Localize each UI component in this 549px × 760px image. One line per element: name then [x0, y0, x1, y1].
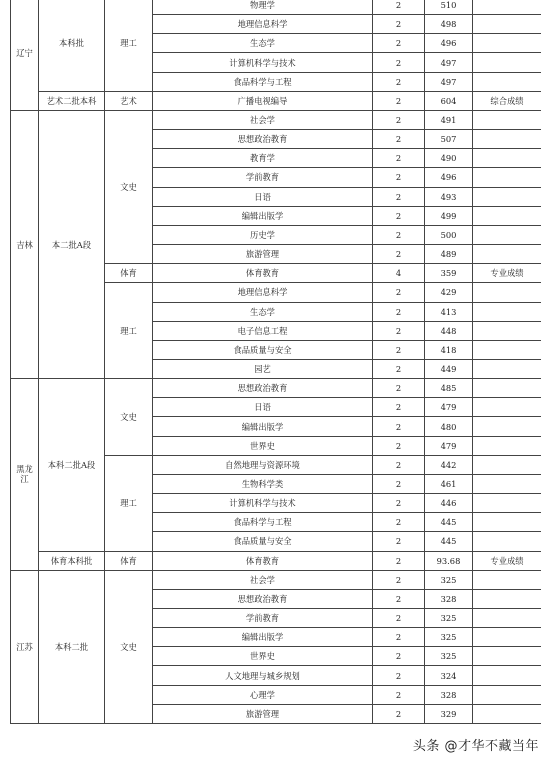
score-cell: 489	[425, 245, 473, 264]
years-cell: 2	[373, 628, 425, 647]
category-cell: 体育	[105, 551, 153, 570]
years-cell: 4	[373, 264, 425, 283]
major-cell: 食品质量与安全	[153, 532, 373, 551]
note-cell	[473, 187, 542, 206]
major-cell: 历史学	[153, 225, 373, 244]
score-cell: 324	[425, 666, 473, 685]
years-cell: 2	[373, 417, 425, 436]
note-cell	[473, 666, 542, 685]
note-cell	[473, 532, 542, 551]
table-row	[11, 91, 542, 110]
note-cell	[473, 436, 542, 455]
note-cell	[473, 609, 542, 628]
score-cell: 497	[425, 72, 473, 91]
note-cell	[473, 513, 542, 532]
note-cell	[473, 704, 542, 723]
note-cell	[473, 302, 542, 321]
years-cell: 2	[373, 398, 425, 417]
years-cell: 2	[373, 321, 425, 340]
major-cell: 地理信息科学	[153, 283, 373, 302]
years-cell: 2	[373, 110, 425, 129]
score-cell: 418	[425, 340, 473, 359]
category-cell: 理工	[105, 283, 153, 379]
note-cell	[473, 494, 542, 513]
note-cell	[473, 130, 542, 149]
major-cell: 学前教育	[153, 168, 373, 187]
years-cell: 2	[373, 130, 425, 149]
major-cell: 编辑出版学	[153, 628, 373, 647]
years-cell: 2	[373, 685, 425, 704]
score-cell: 429	[425, 283, 473, 302]
score-cell: 510	[425, 0, 473, 15]
batch-cell: 艺术二批本科	[39, 91, 105, 110]
batch-cell: 本科二批	[39, 570, 105, 723]
major-cell: 日语	[153, 398, 373, 417]
years-cell: 2	[373, 570, 425, 589]
score-cell: 507	[425, 130, 473, 149]
batch-cell: 本科批	[39, 0, 105, 91]
category-cell: 体育	[105, 264, 153, 283]
years-cell: 2	[373, 704, 425, 723]
major-cell: 编辑出版学	[153, 206, 373, 225]
years-cell: 2	[373, 15, 425, 34]
major-cell: 食品科学与工程	[153, 513, 373, 532]
note-cell	[473, 359, 542, 378]
note-cell	[473, 72, 542, 91]
batch-cell: 体育本科批	[39, 551, 105, 570]
note-cell	[473, 206, 542, 225]
major-cell: 园艺	[153, 359, 373, 378]
score-cell: 325	[425, 609, 473, 628]
score-cell: 442	[425, 455, 473, 474]
table-row	[11, 570, 542, 589]
score-cell: 329	[425, 704, 473, 723]
years-cell: 2	[373, 494, 425, 513]
years-cell: 2	[373, 340, 425, 359]
note-cell	[473, 417, 542, 436]
years-cell: 2	[373, 91, 425, 110]
watermark: 头条 @才华不藏当年	[412, 739, 539, 754]
category-cell: 文史	[105, 570, 153, 723]
years-cell: 2	[373, 436, 425, 455]
major-cell: 生物科学类	[153, 474, 373, 493]
admission-score-table	[10, 0, 541, 724]
major-cell: 学前教育	[153, 609, 373, 628]
category-cell: 理工	[105, 455, 153, 551]
years-cell: 2	[373, 168, 425, 187]
major-cell: 日语	[153, 187, 373, 206]
major-cell: 世界史	[153, 436, 373, 455]
years-cell: 2	[373, 283, 425, 302]
score-cell: 446	[425, 494, 473, 513]
note-cell	[473, 455, 542, 474]
batch-cell: 本二批A段	[39, 110, 105, 378]
note-cell	[473, 379, 542, 398]
major-cell: 生态学	[153, 302, 373, 321]
years-cell: 2	[373, 72, 425, 91]
table-row	[11, 379, 542, 398]
years-cell: 2	[373, 206, 425, 225]
score-cell: 480	[425, 417, 473, 436]
major-cell: 思想政治教育	[153, 379, 373, 398]
major-cell: 旅游管理	[153, 245, 373, 264]
score-cell: 359	[425, 264, 473, 283]
note-cell	[473, 15, 542, 34]
table-row	[11, 110, 542, 129]
score-cell: 493	[425, 187, 473, 206]
score-cell: 328	[425, 589, 473, 608]
category-cell: 艺术	[105, 91, 153, 110]
note-cell	[473, 149, 542, 168]
score-cell: 485	[425, 379, 473, 398]
major-cell: 社会学	[153, 570, 373, 589]
major-cell: 广播电视编导	[153, 91, 373, 110]
score-cell: 496	[425, 34, 473, 53]
major-cell: 体育教育	[153, 264, 373, 283]
major-cell: 编辑出版学	[153, 417, 373, 436]
note-cell	[473, 110, 542, 129]
score-cell: 491	[425, 110, 473, 129]
score-cell: 325	[425, 570, 473, 589]
category-cell: 文史	[105, 379, 153, 456]
score-cell: 497	[425, 53, 473, 72]
note-cell: 专业成绩	[473, 551, 542, 570]
major-cell: 生态学	[153, 34, 373, 53]
major-cell: 食品科学与工程	[153, 72, 373, 91]
years-cell: 2	[373, 666, 425, 685]
major-cell: 物理学	[153, 0, 373, 15]
table-row	[11, 0, 542, 15]
score-cell: 449	[425, 359, 473, 378]
note-cell	[473, 398, 542, 417]
major-cell: 社会学	[153, 110, 373, 129]
major-cell: 人文地理与城乡规划	[153, 666, 373, 685]
years-cell: 2	[373, 0, 425, 15]
note-cell	[473, 0, 542, 15]
years-cell: 2	[373, 302, 425, 321]
note-cell	[473, 34, 542, 53]
score-cell: 448	[425, 321, 473, 340]
years-cell: 2	[373, 53, 425, 72]
major-cell: 世界史	[153, 647, 373, 666]
years-cell: 2	[373, 245, 425, 264]
major-cell: 自然地理与资源环境	[153, 455, 373, 474]
province-cell: 辽宁	[11, 0, 39, 110]
major-cell: 地理信息科学	[153, 15, 373, 34]
score-cell: 499	[425, 206, 473, 225]
note-cell	[473, 570, 542, 589]
note-cell	[473, 647, 542, 666]
years-cell: 2	[373, 225, 425, 244]
note-cell	[473, 225, 542, 244]
major-cell: 食品质量与安全	[153, 340, 373, 359]
score-cell: 93.68	[425, 551, 473, 570]
score-cell: 479	[425, 436, 473, 455]
note-cell	[473, 321, 542, 340]
years-cell: 2	[373, 647, 425, 666]
score-cell: 479	[425, 398, 473, 417]
note-cell	[473, 628, 542, 647]
batch-cell: 本科二批A段	[39, 379, 105, 551]
note-cell	[473, 168, 542, 187]
note-cell: 综合成绩	[473, 91, 542, 110]
major-cell: 计算机科学与技术	[153, 494, 373, 513]
years-cell: 2	[373, 149, 425, 168]
score-cell: 328	[425, 685, 473, 704]
years-cell: 2	[373, 187, 425, 206]
years-cell: 2	[373, 474, 425, 493]
score-cell: 445	[425, 513, 473, 532]
major-cell: 电子信息工程	[153, 321, 373, 340]
years-cell: 2	[373, 551, 425, 570]
admission-score-table-page	[10, 0, 541, 760]
years-cell: 2	[373, 609, 425, 628]
note-cell: 专业成绩	[473, 264, 542, 283]
years-cell: 2	[373, 34, 425, 53]
table-row	[11, 551, 542, 570]
major-cell: 旅游管理	[153, 704, 373, 723]
years-cell: 2	[373, 589, 425, 608]
major-cell: 思想政治教育	[153, 589, 373, 608]
score-cell: 490	[425, 149, 473, 168]
years-cell: 2	[373, 455, 425, 474]
years-cell: 2	[373, 513, 425, 532]
note-cell	[473, 474, 542, 493]
note-cell	[473, 53, 542, 72]
major-cell: 教育学	[153, 149, 373, 168]
major-cell: 思想政治教育	[153, 130, 373, 149]
score-cell: 604	[425, 91, 473, 110]
score-cell: 445	[425, 532, 473, 551]
score-cell: 413	[425, 302, 473, 321]
note-cell	[473, 340, 542, 359]
score-cell: 498	[425, 15, 473, 34]
province-cell: 江苏	[11, 570, 39, 723]
major-cell: 心理学	[153, 685, 373, 704]
years-cell: 2	[373, 379, 425, 398]
category-cell: 理工	[105, 0, 153, 91]
note-cell	[473, 245, 542, 264]
score-cell: 325	[425, 628, 473, 647]
score-cell: 325	[425, 647, 473, 666]
note-cell	[473, 589, 542, 608]
note-cell	[473, 685, 542, 704]
province-cell: 黑龙江	[11, 379, 39, 571]
major-cell: 体育教育	[153, 551, 373, 570]
years-cell: 2	[373, 532, 425, 551]
years-cell: 2	[373, 359, 425, 378]
note-cell	[473, 283, 542, 302]
score-cell: 461	[425, 474, 473, 493]
major-cell: 计算机科学与技术	[153, 53, 373, 72]
category-cell: 文史	[105, 110, 153, 263]
score-cell: 500	[425, 225, 473, 244]
score-cell: 496	[425, 168, 473, 187]
province-cell: 吉林	[11, 110, 39, 378]
